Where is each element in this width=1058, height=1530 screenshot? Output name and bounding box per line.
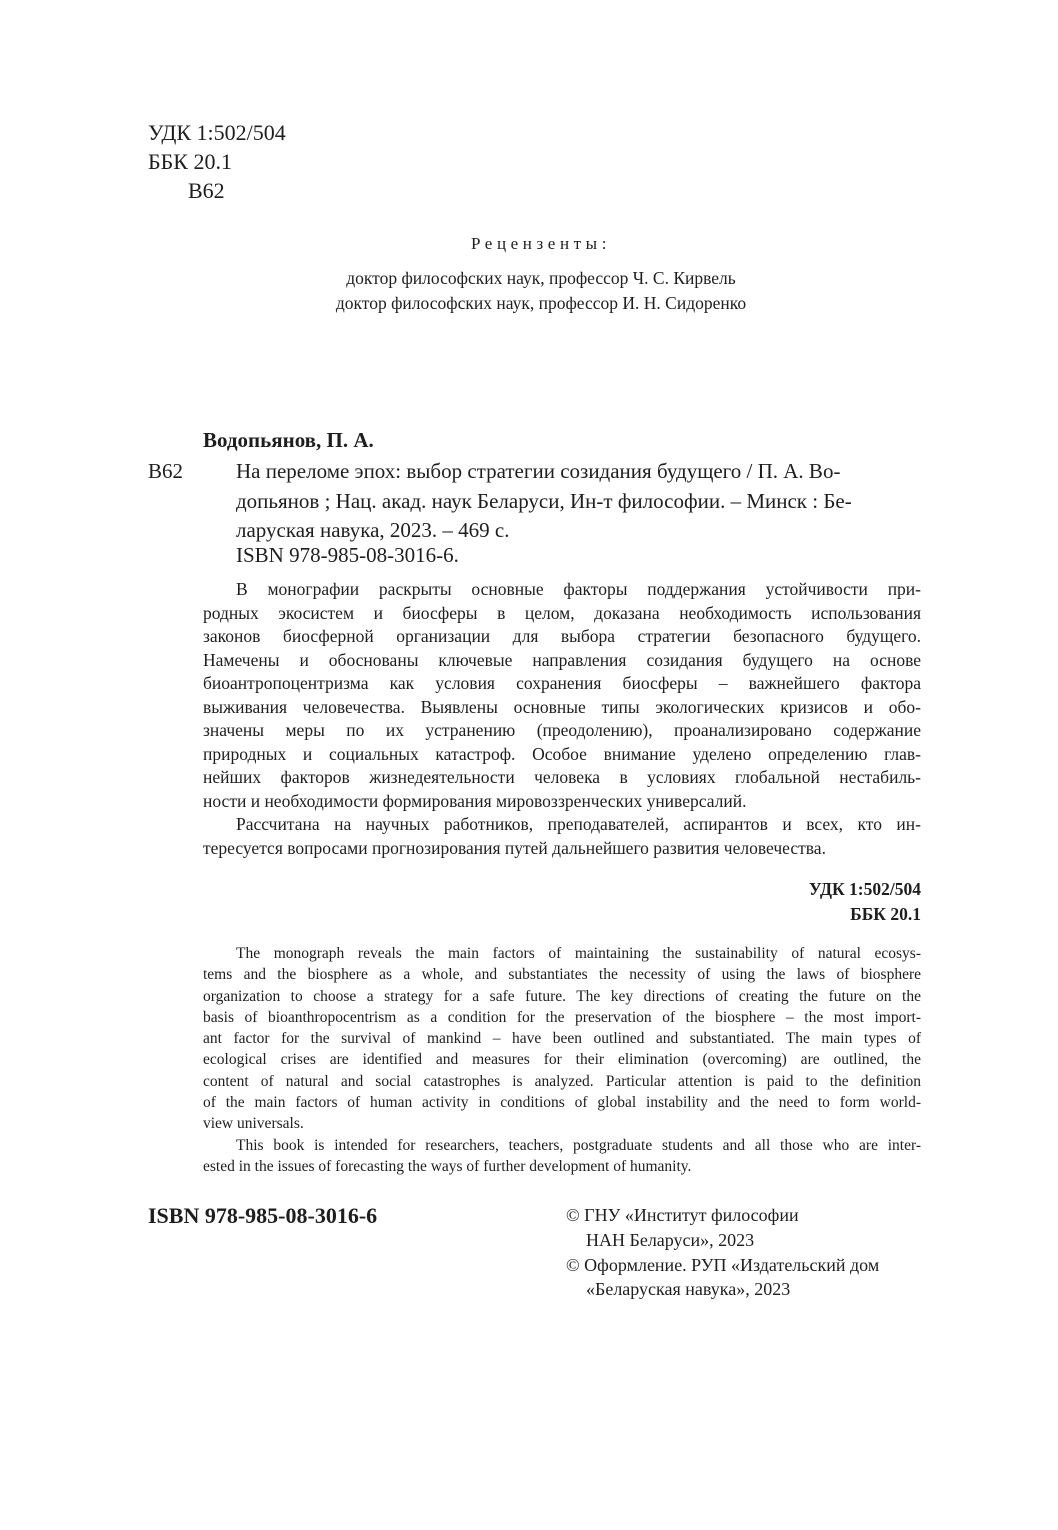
- annotation-en-line: tems and the biosphere as a whole, and substantiates the necessity of using the laws of biosphere: [203, 966, 921, 984]
- reviewer-2: доктор философских наук, профессор И. Н. Сидоренко: [335, 293, 747, 313]
- isbn-entry: ISBN 978-985-08-3016-6.: [236, 543, 459, 567]
- bbk-code: ББК 20.1: [148, 149, 232, 174]
- classification-codes-bold: [700, 877, 921, 927]
- annotation-en-line: of the main factors of human activity in conditions of global instability and the need to form world-: [203, 1094, 921, 1112]
- annotation-en-line: The monograph reveals the main factors of maintaining the sustainability of natural ecosys-: [236, 945, 921, 962]
- classification-block: [148, 118, 286, 205]
- annotation-ru-line: нейших факторов жизнедеятельности человека в условиях глобальной нестабиль-: [203, 767, 921, 787]
- annotation-ru-line: родных экосистем и биосферы в целом, доказана необходимость использования: [203, 602, 921, 623]
- annotation-en-line: view universals.: [203, 1115, 304, 1133]
- biblio-line-1: На переломе эпох: выбор стратегии созидания будущего / П. А. Во-: [236, 459, 841, 483]
- copyright-line: © ГНУ «Институт философии: [566, 1205, 799, 1225]
- reviewer-1: доктор философских наук, профессор Ч. С. Кирвель: [346, 268, 736, 288]
- annotation-ru-line: природных и социальных катастроф. Особое внимание уделено определению глав-: [203, 743, 921, 764]
- udk-code: УДК 1:502/504: [148, 120, 286, 145]
- annotation-en-line: ant factor for the survival of mankind – have been outlined and substantiated. The main types of: [203, 1030, 921, 1048]
- annotation-ru-line: тересуется вопросами прогнозирования путей дальнейшего развития человечества.: [203, 837, 826, 858]
- annotation-ru-line: биоантропоцентризма как условия сохранения биосферы – важнейшего фактора: [203, 673, 921, 693]
- annotation-en-line: This book is intended for researchers, teachers, postgraduate students and all those who are inter-: [236, 1136, 921, 1154]
- bbk-code-bold: ББК 20.1: [850, 904, 921, 924]
- cutter-code: В62: [148, 459, 184, 483]
- isbn-bold: ISBN 978-985-08-3016-6: [148, 1203, 378, 1228]
- annotation-en-line: ested in the issues of forecasting the ways of further development of humanity.: [203, 1157, 692, 1175]
- annotation-en-line: content of natural and social catastrophes is analyzed. Particular attention is paid to the definition: [203, 1072, 921, 1090]
- copyright-block: [566, 1203, 879, 1302]
- copyright-line: НАН Беларуси», 2023: [586, 1229, 755, 1250]
- copyright-line: © Оформление. РУП «Издательский дом: [566, 1254, 880, 1275]
- annotation-ru-line: ности и необходимости формирования мировоззренческих универсалий.: [203, 790, 747, 811]
- annotation-ru-line: выживания человечества. Выявлены основные типы экологических кризисов и обо-: [203, 696, 921, 717]
- author-heading: Водопьянов, П. А.: [203, 428, 374, 452]
- biblio-line-3: ларуская навука, 2023. – 469 с.: [236, 518, 510, 542]
- copyright-line: «Беларуская навука», 2023: [586, 1279, 791, 1300]
- annotation-ru-line: значены меры по их устранению (преодолению), проанализировано содержание: [203, 720, 921, 740]
- udk-code-bold: УДК 1:502/504: [808, 879, 921, 899]
- cutter-code-top: В62: [188, 178, 225, 203]
- reviewers-list: [0, 266, 1058, 316]
- annotation-russian: [203, 578, 921, 860]
- annotation-english: [203, 943, 921, 1177]
- annotation-ru-line: Рассчитана на научных работников, преподавателей, аспирантов и всех, кто ин-: [236, 814, 921, 834]
- annotation-en-line: ecological crises are identified and measures for their elimination (overcoming) are outlined, the: [203, 1051, 921, 1069]
- annotation-en-line: basis of bioanthropocentrism as a condition for the preservation of the biosphere – the most import-: [203, 1008, 921, 1026]
- annotation-en-line: organization to choose a strategy for a safe future. The key directions of creating the future on the: [203, 987, 921, 1005]
- biblio-line-2: допьянов ; Нац. акад. наук Беларуси, Ин-т философии. – Минск : Бе-: [236, 488, 852, 513]
- annotation-ru-line: законов биосферной организации для выбора стратегии безопасного будущего.: [203, 626, 921, 646]
- reviewers-heading: Рецензенты:: [470, 234, 612, 253]
- annotation-ru-line: В монографии раскрыты основные факторы поддержания устойчивости при-: [236, 579, 921, 599]
- annotation-ru-line: Намечены и обоснованы ключевые направления созидания будущего на основе: [203, 649, 921, 670]
- bibliographic-description: [236, 457, 921, 546]
